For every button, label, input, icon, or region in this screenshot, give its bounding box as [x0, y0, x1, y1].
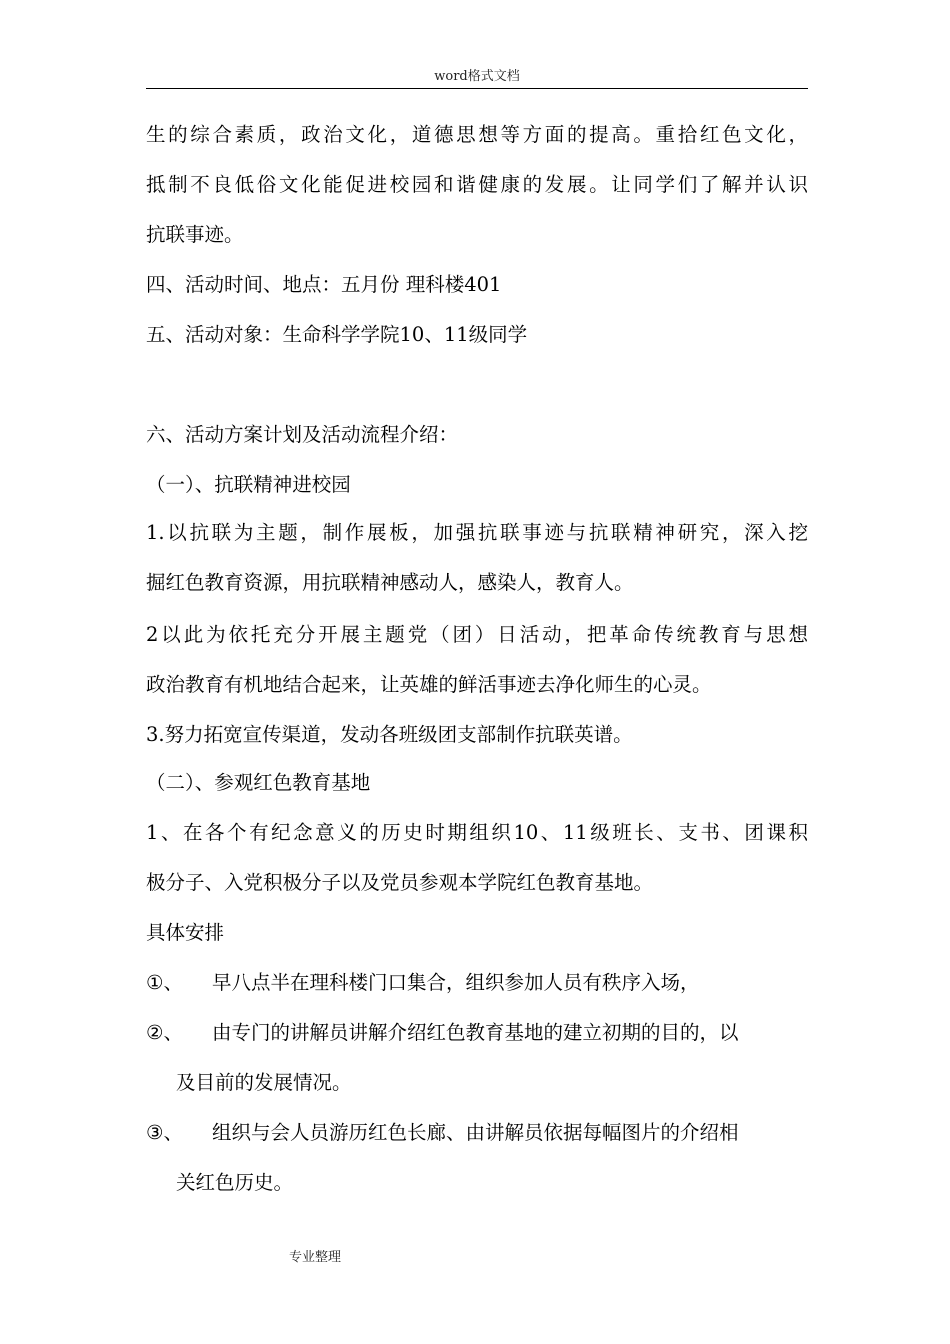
list-item-text: 由专门的讲解员讲解介绍红色教育基地的建立初期的目的，以	[212, 1021, 739, 1044]
schedule-item	[146, 1118, 739, 1148]
paragraph-line: 掘红色教育资源，用抗联精神感动人，感染人，教育人。	[146, 571, 634, 594]
subsection-one-heading: （一）、抗联精神进校园	[146, 473, 351, 496]
paragraph-line: 1、在各个有纪念意义的历史时期组织10、11级班长、支书、团课积	[146, 821, 808, 844]
paragraph-line: 3.努力拓宽宣传渠道，发动各班级团支部制作抗联英谱。	[146, 723, 633, 746]
header-rule	[146, 88, 808, 89]
paragraph-line: 抗联事迹。	[146, 223, 244, 246]
paragraph-line: 1.以抗联为主题，制作展板，加强抗联事迹与抗联精神研究，深入挖	[146, 521, 808, 544]
list-marker: ③、	[146, 1121, 183, 1144]
section-six-heading: 六、活动方案计划及活动流程介绍：	[146, 423, 459, 446]
subsection-two-heading: （二）、参观红色教育基地	[146, 771, 371, 794]
page-header: word格式文档	[434, 69, 520, 84]
list-item-continuation: 及目前的发展情况。	[176, 1071, 352, 1094]
schedule-item	[146, 968, 700, 998]
section-five-heading: 五、活动对象：生命科学学院10、11级同学	[146, 323, 528, 346]
paragraph-line: 抵制不良低俗文化能促进校园和谐健康的发展。让同学们了解并认识	[146, 173, 808, 196]
page-footer: 专业整理	[289, 1250, 342, 1265]
paragraph-line: 政治教育有机地结合起来，让英雄的鲜活事迹去净化师生的心灵。	[146, 673, 712, 696]
list-marker: ①、	[146, 971, 183, 994]
paragraph-line: 2以此为依托充分开展主题党（团）日活动，把革命传统教育与思想	[146, 623, 808, 646]
list-item-text: 组织与会人员游历红色长廊、由讲解员依据每幅图片的介绍相	[212, 1121, 739, 1144]
section-four-heading: 四、活动时间、地点：五月份 理科楼401	[146, 273, 502, 296]
paragraph-line: 极分子、入党积极分子以及党员参观本学院红色教育基地。	[146, 871, 654, 894]
schedule-heading: 具体安排	[146, 921, 225, 944]
list-item-continuation: 关红色历史。	[176, 1171, 294, 1194]
list-marker: ②、	[146, 1021, 183, 1044]
list-item-text: 早八点半在理科楼门口集合，组织参加人员有秩序入场，	[212, 971, 700, 994]
schedule-item	[146, 1018, 739, 1048]
paragraph-line: 生的综合素质，政治文化，道德思想等方面的提高。重拾红色文化，	[146, 123, 808, 146]
